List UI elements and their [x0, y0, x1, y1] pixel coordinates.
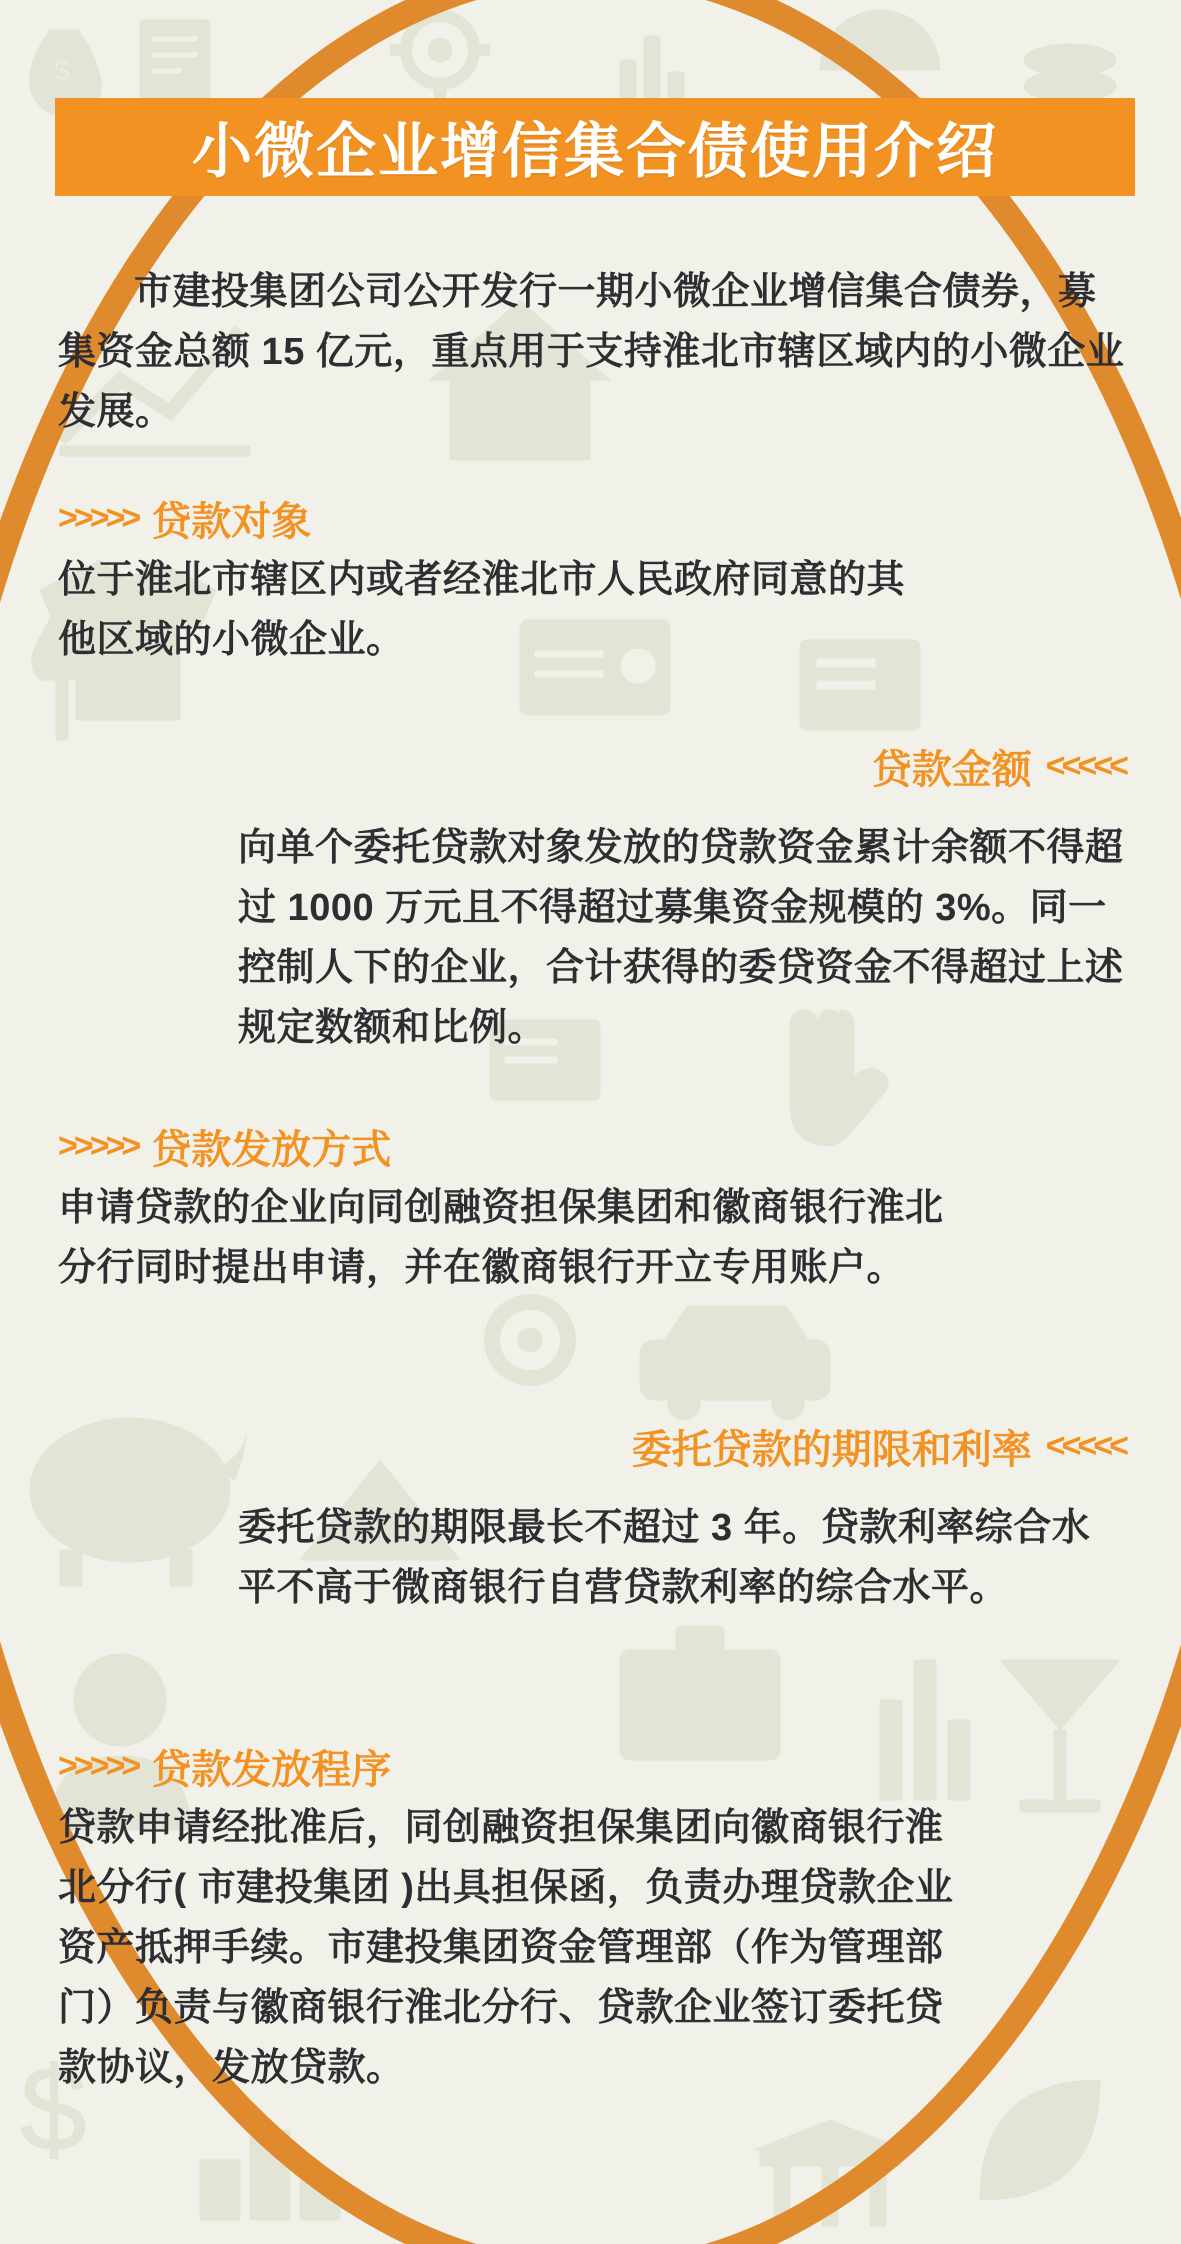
svg-text:$: $ [54, 55, 70, 86]
section-heading-method [58, 1118, 391, 1175]
section-heading-term [0, 1418, 1125, 1475]
section-heading-procedure-label: 贷款发放程序 [151, 1748, 392, 1792]
svg-text:$: $ [20, 2042, 87, 2176]
page-title-banner [55, 98, 1135, 196]
chevron-right-icon: >>>>> [58, 499, 138, 537]
section-body-procedure: 贷款申请经批准后，同创融资担保集团向徽商银行淮北分行( 市建投集团 )出具担保函，负责办理贷款企业资产抵押手续。市建投集团资金管理部（作为管理部门）负责与徽商银行淮北分行、贷款企业签订委托贷款协议，发放贷款。 [58, 1807, 954, 2090]
intro-paragraph: 市建投集团公司公开发行一期小微企业增信集合债券，募集资金总额 15 亿元，重点用于支持淮北市辖区域内的小微企业发展。 [58, 271, 1125, 434]
section-body-object: 位于淮北市辖区内或者经淮北市人民政府同意的其他区域的小微企业。 [58, 559, 906, 662]
section-heading-object [58, 490, 311, 547]
section-body-amount: 向单个委托贷款对象发放的贷款资金累计余额不得超过 1000 万元且不得超过募集资金规模的 3%。同一控制人下的企业，合计获得的委贷资金不得超过上述规定数额和比例。 [238, 827, 1124, 1050]
section-heading-amount [0, 738, 1125, 795]
section-heading-amount-label: 贷款金额 [871, 748, 1032, 792]
chevron-right-icon: >>>>> [58, 1747, 138, 1785]
section-body-term: 委托贷款的期限最长不超过 3 年。贷款利率综合水平不高于微商银行自营贷款利率的综合水平。 [238, 1507, 1091, 1610]
chevron-left-icon: <<<<< [1045, 1427, 1125, 1465]
chevron-right-icon: >>>>> [58, 1127, 138, 1165]
section-body-method: 申请贷款的企业向同创融资担保集团和徽商银行淮北分行同时提出申请，并在徽商银行开立专用账户。 [58, 1187, 944, 1290]
section-heading-object-label: 贷款对象 [151, 500, 312, 544]
chevron-left-icon: <<<<< [1045, 747, 1125, 785]
section-heading-procedure [58, 1738, 391, 1795]
page-title: 小微企业增信集合债使用介绍 [192, 118, 998, 185]
section-heading-method-label: 贷款发放方式 [151, 1128, 392, 1172]
section-heading-term-label: 委托贷款的期限和利率 [631, 1428, 1032, 1472]
